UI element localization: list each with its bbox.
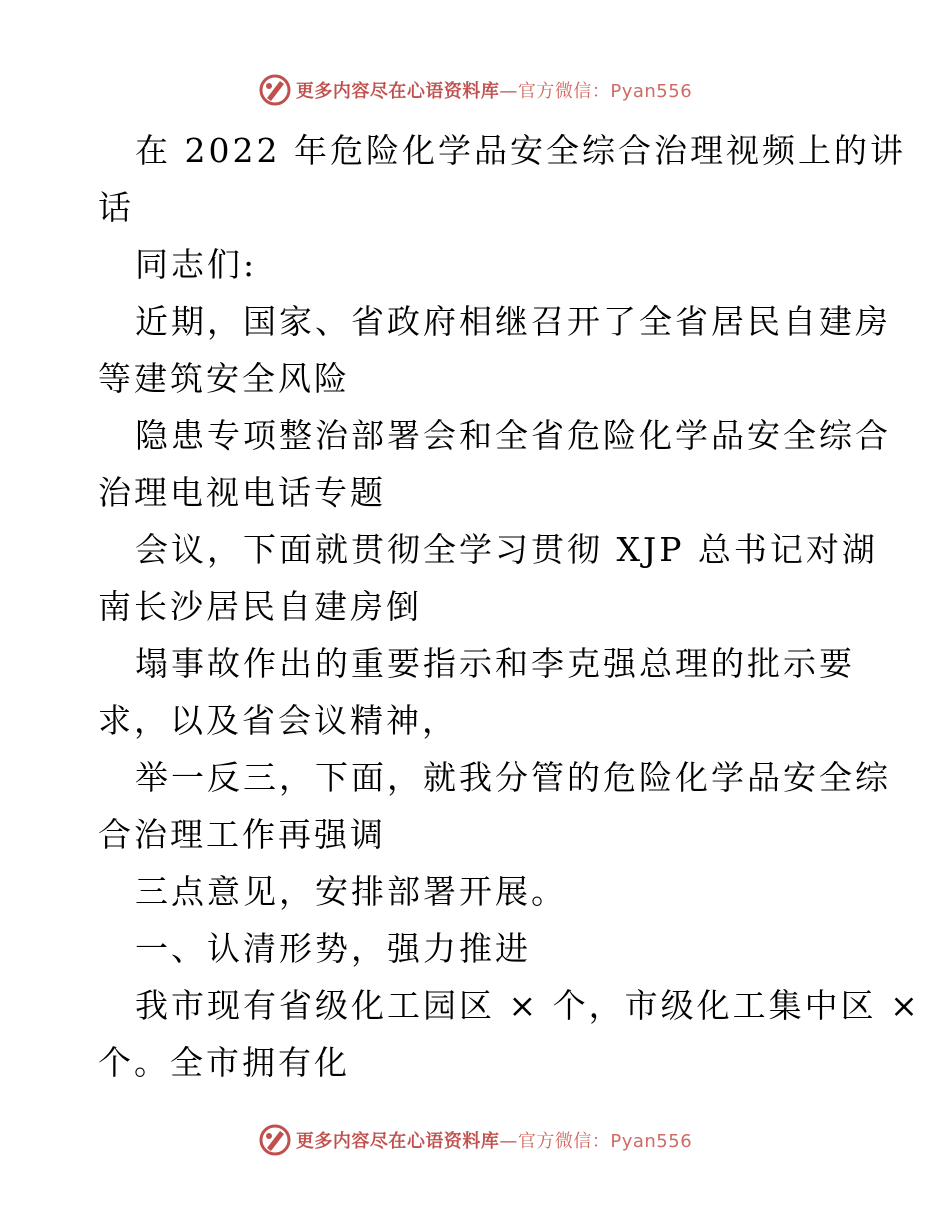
doc-title-line-1: 在 2022 年危险化学品安全综合治理视频上的讲 xyxy=(135,131,906,170)
doc-line: 近期，国家、省政府相继召开了全省居民自建房 xyxy=(135,302,891,341)
doc-line: 塌事故作出的重要指示和李克强总理的批示要 xyxy=(135,644,855,683)
doc-line: 我市现有省级化工园区 × 个，市级化工集中区 × xyxy=(135,986,921,1025)
doc-salutation: 同志们: xyxy=(135,245,258,284)
doc-section-heading: 一、认清形势，强力推进 xyxy=(135,929,531,968)
watermark-wechat-label: 官方微信： xyxy=(517,81,611,102)
watermark-main-text: 更多内容尽在心语资料库 xyxy=(295,1131,500,1152)
header-watermark xyxy=(0,70,950,110)
document-body xyxy=(98,122,921,1091)
watermark-separator: — xyxy=(499,1131,518,1152)
footer-watermark xyxy=(0,1120,950,1160)
watermark-wechat-label: 官方微信： xyxy=(517,1131,611,1152)
doc-line: 求，以及省会议精神， xyxy=(98,701,458,740)
doc-line: 三点意见，安排部署开展。 xyxy=(135,872,567,911)
doc-line: 南长沙居民自建房倒 xyxy=(98,587,422,626)
watermark-account: Pyan556 xyxy=(610,1131,693,1152)
doc-line: 会议，下面就贯彻全学习贯彻 XJP 总书记对湖 xyxy=(135,530,878,569)
logo-icon xyxy=(258,1123,292,1157)
doc-line: 治理电视电话专题 xyxy=(98,473,386,512)
doc-line: 举一反三，下面，就我分管的危险化学品安全综 xyxy=(135,758,891,797)
doc-title-line-2: 话 xyxy=(98,188,134,227)
doc-line: 个。全市拥有化 xyxy=(98,1043,350,1082)
watermark-main-text: 更多内容尽在心语资料库 xyxy=(295,81,500,102)
watermark-account: Pyan556 xyxy=(610,81,693,102)
watermark-separator: — xyxy=(499,81,518,102)
doc-line: 等建筑安全风险 xyxy=(98,359,350,398)
doc-line: 合治理工作再强调 xyxy=(98,815,386,854)
logo-icon xyxy=(258,73,292,107)
doc-line: 隐患专项整治部署会和全省危险化学品安全综合 xyxy=(135,416,891,455)
